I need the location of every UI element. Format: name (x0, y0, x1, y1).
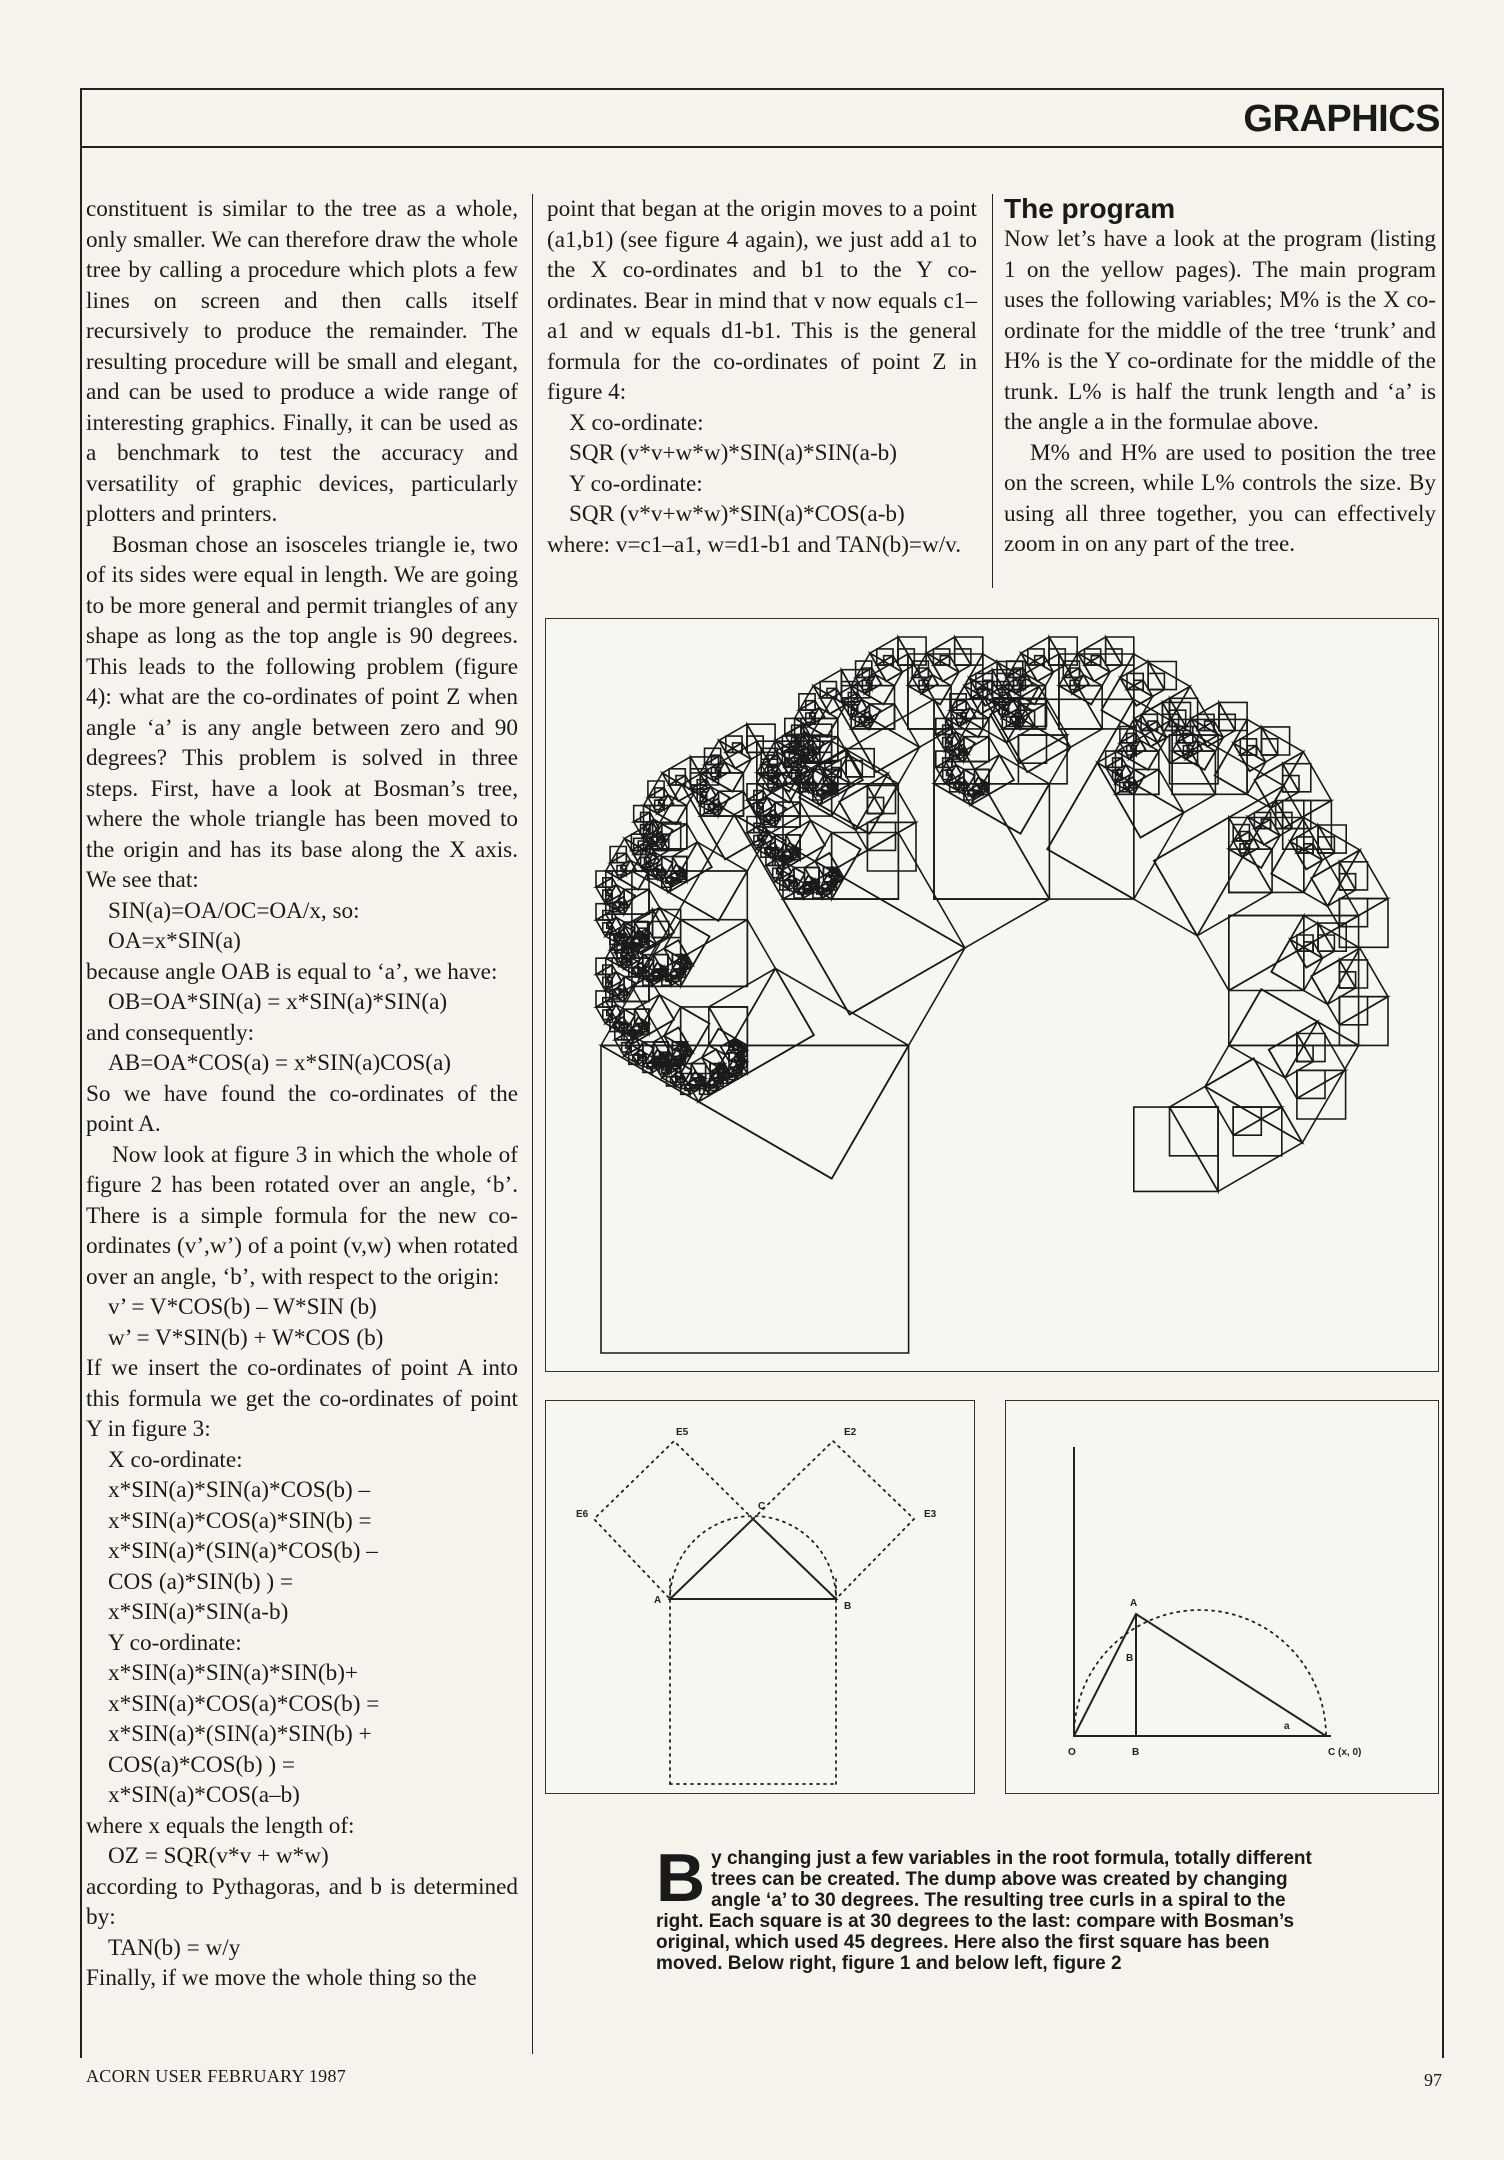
paragraph: x*SIN(a)*SIN(a)*SIN(b)+ (108, 1660, 359, 1686)
tree-square (681, 958, 682, 959)
tree-triangle (1339, 960, 1355, 988)
label-e3: E3 (924, 1509, 937, 1520)
tree-square (737, 1045, 738, 1046)
tree-triangle (634, 812, 650, 821)
tree-triangle (1339, 899, 1388, 927)
tree-triangle (898, 637, 914, 665)
paragraph: according to Pythagoras, and b is determined by: (86, 1873, 518, 1930)
paragraph: If we insert the co-ordinates of point A into this formula we get the co-ordinates of point Y in figure 3: (86, 1355, 518, 1442)
paragraph: where: v=c1–a1, w=d1-b1 and TAN(b)=w/v. (547, 531, 962, 558)
spiral-tree-drawing (546, 619, 1438, 1371)
paragraph: w’ = V*SIN(b) + W*COS (b) (108, 1324, 384, 1351)
figure-caption (656, 1840, 1320, 1974)
tree-triangle (1049, 637, 1065, 665)
tree-triangle (653, 910, 669, 938)
tree-triangle (1297, 1034, 1313, 1062)
column-middle (547, 194, 977, 560)
tree-square (601, 1045, 909, 1353)
tree-triangle (933, 656, 949, 665)
page-number: 97 (1424, 2070, 1442, 2090)
paragraph: and consequently: (86, 1019, 255, 1046)
tree-triangle (955, 637, 971, 665)
paragraph: M% and H% are used to position the tree on the screen, while L% controls the size. By using all three together, you can effectively zoom in on any part of the tree. (1004, 439, 1436, 557)
dotted-semicircle (1074, 1610, 1326, 1736)
spiral-tree-figure (545, 618, 1439, 1372)
paragraph: Bosman chose an isosceles triangle ie, two of its sides were equal in length. We are going to be more general and permit triangles of any shape as long as the top angle is 90 degrees. This leads to the following problem (figure 4): what are the co-ordinates of point Z when angle ‘a’ is any angle between zero and 90 degrees? This problem is solved in three steps. First, have a look at Bosman’s tree, where the whole triangle has been moved to the origin and has its base along the X axis. We see that: (86, 531, 518, 893)
tree-square (733, 1042, 734, 1043)
paragraph: OA=x*SIN(a) (108, 928, 241, 954)
tree-triangle (1240, 746, 1256, 755)
tree-square (731, 1045, 732, 1046)
paragraph: Y co-ordinate: (569, 470, 703, 497)
paragraph: COS (a)*SIN(b) ) = (108, 1568, 294, 1595)
tree-triangle (846, 749, 862, 777)
tree-square (681, 1045, 682, 1046)
label-a-small: a (1284, 1721, 1290, 1732)
paragraph: OZ = SQR(v*v + w*w) (108, 1843, 329, 1869)
label-a: A (654, 1595, 662, 1606)
label-o: O (1068, 1747, 1076, 1758)
paragraph: x*SIN(a)*COS(a–b) (108, 1782, 300, 1808)
tree-square (934, 784, 1049, 899)
tree-triangle (1297, 942, 1313, 951)
tree-triangle (1254, 819, 1270, 828)
paragraph: Y co-ordinate: (108, 1629, 242, 1656)
label-a: A (1130, 1598, 1138, 1609)
tree-square (832, 870, 833, 871)
label-b: B (844, 1601, 852, 1612)
paragraph: X co-ordinate: (108, 1446, 243, 1473)
tree-triangle (1262, 727, 1278, 755)
paragraph: Now look at figure 3 in which the whole of figure 2 has been rotated over an angle, ‘b’. There is a simple formula for the new co-ordinates (v’,w’) of a point (v,w) when rotated over an angle, ‘b’, with respect to the origin: (86, 1141, 518, 1290)
paragraph: where x equals the length of: (86, 1812, 355, 1839)
tree-triangle (1106, 637, 1122, 665)
tree-triangle (747, 724, 763, 752)
tree-square (1154, 786, 1359, 991)
tree-triangle (1085, 656, 1101, 665)
tree-triangle (747, 823, 763, 832)
tree-square (737, 1056, 738, 1057)
tree-triangle (1170, 1107, 1219, 1191)
figure-2 (545, 1400, 975, 1794)
paragraph: constituent is similar to the tree as a whole, only smaller. We can therefore draw the whole tree by calling a procedure which plots a few lines on screen and then calls itself recursively to produce the remainder. The resulting procedure will be small and elegant, and can be used to produce a wide range of interesting graphics. Finally, it can be used as a benchmark to test the accuracy and versatility of graphic devices, particularly plotters and printers. (86, 196, 518, 527)
figure-1 (1005, 1400, 1439, 1794)
paragraph: v’ = V*COS(b) – W*SIN (b) (108, 1294, 377, 1320)
paragraph: So we have found the co-ordinates of the point A. (86, 1080, 518, 1137)
tree-triangle (867, 822, 916, 850)
paragraph: Now let’s have a look at the program (listing 1 on the yellow pages). The main program uses the following variables; M% is the X co-ordinate for the middle of the tree ‘trunk’ and H% is the Y co-ordinate for the middle of the trunk. L% is half the trunk length and ‘a’ is the angle a in the formulae above. (1004, 226, 1436, 435)
triangle-oac (1074, 1614, 1326, 1736)
column-right (1004, 194, 1436, 560)
page-frame-right (1442, 88, 1444, 2058)
tree-triangle (1148, 662, 1164, 690)
tree-triangle (1219, 702, 1235, 730)
tree-square (719, 1067, 720, 1068)
tree-triangle (1297, 1070, 1346, 1098)
label-c: C (758, 1501, 766, 1512)
tree-triangle (1233, 1107, 1282, 1135)
paragraph: x*SIN(a)*(SIN(a)*COS(b) – (108, 1538, 378, 1564)
label-b-small: B (1126, 1653, 1134, 1664)
caption-text: y changing just a few variables in the root formula, totally different trees can be created. The dump above was created by changing angle ‘a’ to 30 degrees. The resulting tree curls in a spiral to the right. Each square is at 30 degrees to the last: compare with Bosman’s original, which used 45 degrees. Here also the first square has been moved. Below right, figure 1 and below left, figure 2 (656, 1848, 1312, 1974)
tree-triangle (596, 998, 612, 1007)
tree-triangle (1205, 1058, 1302, 1142)
tree-triangle (1106, 758, 1122, 767)
paragraph: TAN(b) = w/y (108, 1934, 241, 1961)
paragraph: point that began at the origin moves to a point (a1,b1) (see figure 4 again), we just add a1 to the X co-ordinates and b1 to the Y co-ordinates. Bear in mind that v now equals c1–a1 and w equals d1-b1. This is the general formula for the co-ordinates of point Z in figure 4: (547, 196, 977, 405)
paragraph: x*SIN(a)*(SIN(a)*SIN(b) + (108, 1721, 372, 1747)
figure-1-diagram (1006, 1401, 1438, 1793)
paragraph: x*SIN(a)*COS(a)*COS(b) = (108, 1690, 380, 1717)
triangle-abc (670, 1519, 836, 1599)
tree-triangle (1018, 735, 1067, 763)
paragraph: x*SIN(a)*SIN(a)*COS(b) – (108, 1477, 371, 1503)
paragraph: x*SIN(a)*SIN(a-b) (108, 1599, 289, 1625)
label-c: C (x, 0) (1328, 1747, 1362, 1758)
page-frame-top (80, 88, 1444, 90)
paragraph: COS(a)*COS(b) ) = (108, 1751, 295, 1778)
column-left (86, 194, 518, 1994)
column-divider-1 (532, 194, 533, 2054)
paragraph: SQR (v*v+w*w)*SIN(a)*SIN(a-b) (569, 440, 897, 466)
caption-drop-cap: B (656, 1840, 706, 1916)
dotted-arc (670, 1516, 836, 1599)
paragraph: SIN(a)=OA/OC=OA/x, so: (108, 897, 360, 924)
figure-2-diagram (546, 1401, 974, 1793)
tree-triangle (1154, 786, 1284, 936)
tree-triangle (1271, 916, 1304, 991)
paragraph: OB=OA*SIN(a) = x*SIN(a)*SIN(a) (108, 989, 448, 1015)
program-heading: The program (1004, 193, 1176, 224)
paragraph: because angle OAB is equal to ‘a’, we have: (86, 958, 498, 985)
paragraph: AB=OA*COS(a) = x*SIN(a)COS(a) (108, 1050, 452, 1076)
tree-triangle (867, 786, 883, 814)
paragraph: SQR (v*v+w*w)*SIN(a)*COS(a-b) (569, 501, 905, 527)
header-rule (80, 146, 1444, 148)
tree-triangle (1339, 997, 1388, 1025)
label-e2: E2 (844, 1427, 857, 1438)
page-frame-left (80, 88, 82, 2058)
label-e5: E5 (676, 1427, 689, 1438)
tree-triangle (1269, 1022, 1318, 1078)
footer-magazine: ACORN USER FEBRUARY 1987 (86, 2066, 347, 2086)
tree-square (783, 833, 965, 1015)
column-divider-2 (992, 194, 993, 588)
label-b: B (1132, 1747, 1140, 1758)
paragraph: X co-ordinate: (569, 409, 704, 436)
tree-triangle (1127, 680, 1143, 689)
tree-triangle (596, 878, 612, 887)
label-e6: E6 (576, 1509, 589, 1520)
tree-triangle (596, 911, 612, 920)
section-title: GRAPHICS (1243, 98, 1440, 140)
tree-triangle (596, 965, 612, 974)
paragraph: Finally, if we move the whole thing so the (86, 1965, 477, 1991)
paragraph: x*SIN(a)*COS(a)*SIN(b) = (108, 1507, 372, 1534)
axes (1074, 1447, 1331, 1736)
